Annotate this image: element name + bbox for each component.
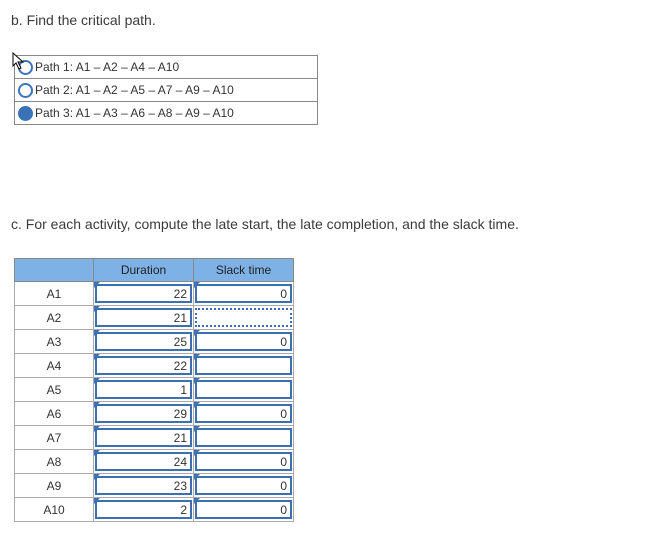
duration-cell (94, 474, 194, 498)
path-option-1[interactable] (15, 56, 317, 79)
table-row (15, 354, 294, 378)
answer-flag-icon (94, 498, 100, 504)
slack-cell (194, 450, 294, 474)
answer-flag-icon (94, 378, 100, 384)
slack-input[interactable]: 0 (195, 284, 292, 303)
duration-input[interactable]: 25 (95, 332, 192, 351)
answer-flag-icon (194, 474, 200, 480)
slack-cell (194, 474, 294, 498)
duration-cell (94, 282, 194, 306)
duration-cell (94, 378, 194, 402)
question-c-text: c. For each activity, compute the late start, the late completion, and the slack time. (11, 216, 519, 232)
table-row (15, 474, 294, 498)
table-header-row (15, 259, 294, 282)
table-row (15, 426, 294, 450)
answer-flag-icon (194, 402, 200, 408)
slack-cell (194, 282, 294, 306)
answer-flag-icon (194, 378, 200, 384)
answer-flag-icon (94, 282, 100, 288)
slack-input[interactable]: 0 (195, 452, 292, 471)
table-row (15, 450, 294, 474)
activity-label: A4 (15, 354, 94, 378)
column-header-activity (15, 259, 94, 282)
answer-flag-icon (94, 402, 100, 408)
table-row (15, 378, 294, 402)
slack-input[interactable]: 0 (195, 500, 292, 519)
slack-input[interactable]: 0 (195, 476, 292, 495)
column-header-slack: Slack time (194, 259, 294, 282)
slack-input[interactable] (195, 308, 292, 327)
duration-input[interactable]: 29 (95, 404, 192, 423)
slack-cell (194, 378, 294, 402)
slack-cell (194, 354, 294, 378)
question-b-text: b. Find the critical path. (11, 12, 156, 28)
answer-flag-icon (94, 474, 100, 480)
slack-cell (194, 330, 294, 354)
table-row (15, 306, 294, 330)
answer-flag-icon (94, 306, 100, 312)
path-option-label: Path 2: A1 – A2 – A5 – A7 – A9 – A10 (35, 83, 234, 97)
critical-path-options (14, 55, 318, 125)
answer-flag-icon (194, 354, 200, 360)
path-option-label: Path 1: A1 – A2 – A4 – A10 (35, 60, 180, 74)
duration-input[interactable]: 2 (95, 500, 192, 519)
slack-input[interactable] (195, 356, 292, 375)
mouse-cursor-icon (12, 52, 26, 70)
table-row (15, 402, 294, 426)
duration-cell (94, 306, 194, 330)
duration-input[interactable]: 21 (95, 308, 192, 327)
answer-flag-icon (94, 330, 100, 336)
duration-input[interactable]: 24 (95, 452, 192, 471)
duration-input[interactable]: 22 (95, 356, 192, 375)
radio-button-checked-icon[interactable] (18, 106, 33, 121)
activity-label: A9 (15, 474, 94, 498)
duration-cell (94, 426, 194, 450)
slack-cell (194, 426, 294, 450)
table-row (15, 330, 294, 354)
activity-label: A2 (15, 306, 94, 330)
slack-input[interactable] (195, 428, 292, 447)
duration-cell (94, 402, 194, 426)
answer-flag-icon (194, 498, 200, 504)
activity-label: A10 (15, 498, 94, 522)
duration-cell (94, 354, 194, 378)
activity-label: A7 (15, 426, 94, 450)
slack-cell (194, 402, 294, 426)
path-option-label: Path 3: A1 – A3 – A6 – A8 – A9 – A10 (35, 106, 234, 120)
duration-input[interactable]: 23 (95, 476, 192, 495)
duration-cell (94, 450, 194, 474)
activity-label: A6 (15, 402, 94, 426)
activity-table (14, 258, 294, 522)
answer-flag-icon (194, 330, 200, 336)
radio-button-icon[interactable] (18, 83, 33, 98)
activity-label: A1 (15, 282, 94, 306)
slack-input[interactable] (195, 380, 292, 399)
activity-label: A8 (15, 450, 94, 474)
path-option-3[interactable] (15, 102, 317, 124)
slack-input[interactable]: 0 (195, 332, 292, 351)
answer-flag-icon (194, 426, 200, 432)
path-option-2[interactable] (15, 79, 317, 102)
activity-label: A3 (15, 330, 94, 354)
table-row (15, 282, 294, 306)
answer-flag-icon (194, 282, 200, 288)
answer-flag-icon (94, 354, 100, 360)
activity-label: A5 (15, 378, 94, 402)
answer-flag-icon (194, 450, 200, 456)
duration-input[interactable]: 1 (95, 380, 192, 399)
table-row (15, 498, 294, 522)
duration-cell (94, 498, 194, 522)
slack-cell (194, 306, 294, 330)
slack-input[interactable]: 0 (195, 404, 292, 423)
duration-input[interactable]: 21 (95, 428, 192, 447)
slack-cell (194, 498, 294, 522)
answer-flag-icon (94, 450, 100, 456)
answer-flag-icon (94, 426, 100, 432)
duration-cell (94, 330, 194, 354)
column-header-duration: Duration (94, 259, 194, 282)
duration-input[interactable]: 22 (95, 284, 192, 303)
